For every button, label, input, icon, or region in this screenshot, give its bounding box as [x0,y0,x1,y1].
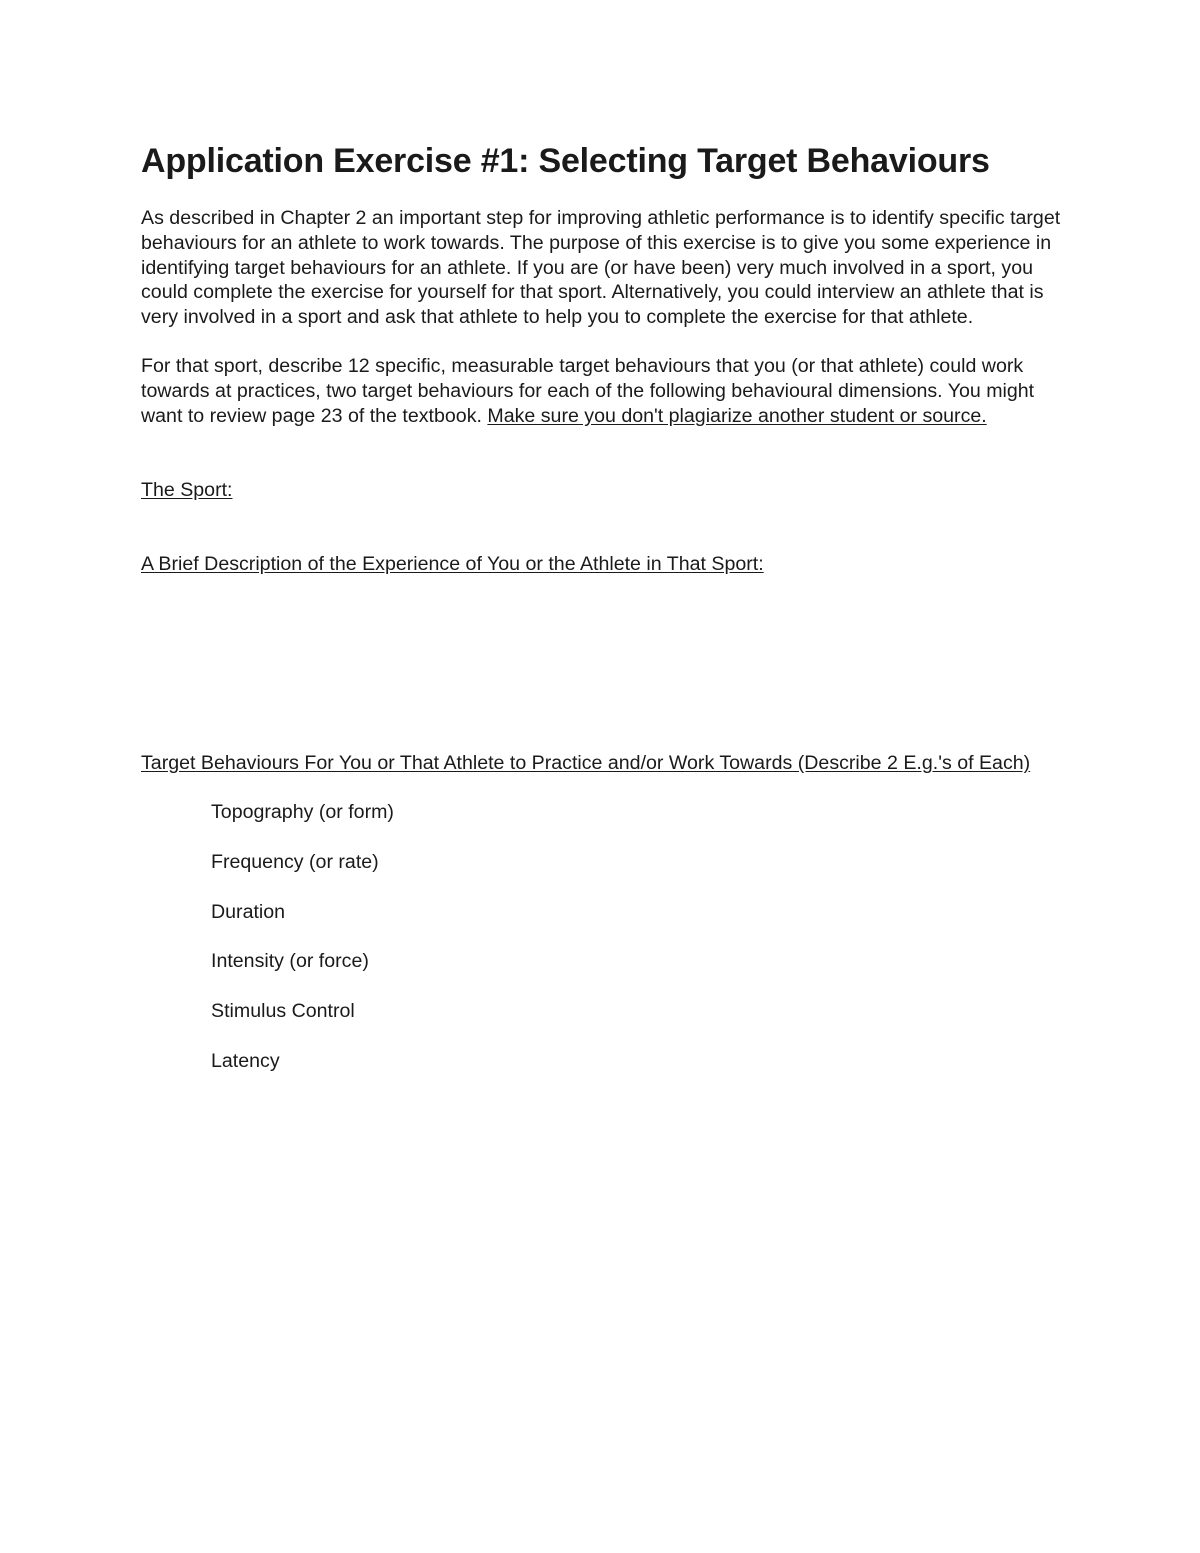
instructions-paragraph [141,354,1066,428]
dimension-duration: Duration [211,900,286,923]
document-title: Application Exercise #1: Selecting Target Behaviours [141,142,990,180]
dimension-intensity: Intensity (or force) [211,950,369,973]
experience-label: A Brief Description of the Experience of You or the Athlete in That Sport: [141,553,764,576]
dimension-topography: Topography (or form) [211,800,394,823]
dimensions-list [211,800,1066,1074]
plagiarism-note: Make sure you don't plagiarize another student or source. [487,404,987,427]
dimension-latency: Latency [211,1049,280,1072]
dimension-frequency: Frequency (or rate) [211,850,379,873]
target-behaviours-label: Target Behaviours For You or That Athlete to Practice and/or Work Towards (Describe 2 E.g.'s of Each) [141,751,1031,774]
document-page [141,138,1066,1099]
instructions-text: For that sport, describe 12 specific, measurable target behaviours that you (or that athlete) could work towards at practices, two target behaviours for each of the following behavioural dimensions. You might want to review page 23 of the textbook. [141,354,1035,427]
dimension-stimulus-control: Stimulus Control [211,1000,355,1023]
intro-paragraph: As described in Chapter 2 an important step for improving athletic performance is to identify specific target behaviours for an athlete to work towards. The purpose of this exercise is to give you some experience in identifying target behaviours for an athlete. If you are (or have been) very much involved in a sport, you could complete the exercise for yourself for that sport. Alternatively, you could interview an athlete that is very involved in a sport and ask that athlete to help you to complete the exercise for that athlete. [141,207,1061,329]
sport-label: The Sport: [141,479,233,502]
